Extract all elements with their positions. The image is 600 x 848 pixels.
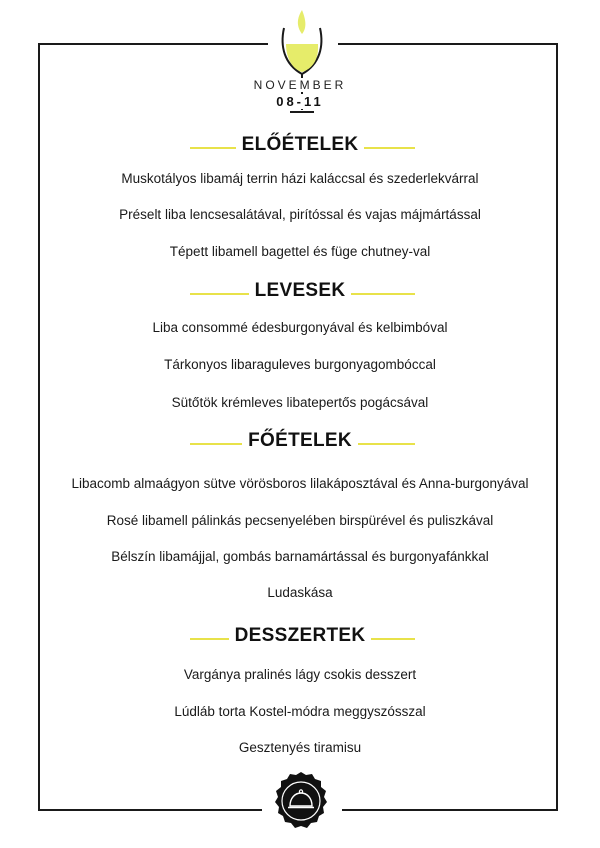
menu-item: Lúdláb torta Kostel-módra meggyszósszal	[174, 704, 426, 719]
section-title: FŐÉTELEK	[242, 430, 358, 452]
section-title: ELŐÉTELEK	[236, 134, 365, 156]
date-month: NOVEMBER	[253, 78, 347, 92]
section-title: LEVESEK	[249, 280, 352, 302]
section-heading	[0, 280, 600, 302]
cloche-badge-icon	[270, 770, 332, 832]
menu-frame	[38, 43, 558, 811]
section-heading	[0, 625, 600, 647]
menu-item: Vargánya pralinés lágy csokis desszert	[183, 667, 417, 682]
menu-item: Bélszín libamájjal, gombás barnamártással és burgonyafánkkal	[111, 549, 489, 564]
section-title: DESSZERTEK	[229, 625, 372, 647]
menu-item: Sütőtök krémleves libatepertős pogácsával	[171, 395, 429, 410]
menu-item: Libacomb almaágyon sütve vörösboros lilakáposztával és Anna-burgonyával	[71, 476, 529, 491]
section-heading	[0, 134, 600, 156]
menu-item: Rosé libamell pálinkás pecsenyelében birspürével és puliszkával	[106, 513, 494, 528]
menu-item: Ludaskása	[267, 585, 333, 600]
section-heading	[0, 430, 600, 452]
menu-item: Tépett libamell bagettel és füge chutney-val	[169, 244, 431, 259]
menu-item: Muskotályos libamáj terrin házi kaláccsal és szederlekvárral	[121, 171, 479, 186]
date-days: 08-11	[276, 94, 324, 109]
menu-item: Tárkonyos libaraguleves burgonyagombóccal	[164, 357, 436, 372]
menu-item: Préselt liba lencsesalátával, pirítóssal és vajas májmártással	[119, 207, 481, 222]
menu-item: Gesztenyés tiramisu	[238, 740, 362, 755]
menu-item: Liba consommé édesburgonyával és kelbimbóval	[152, 320, 448, 335]
